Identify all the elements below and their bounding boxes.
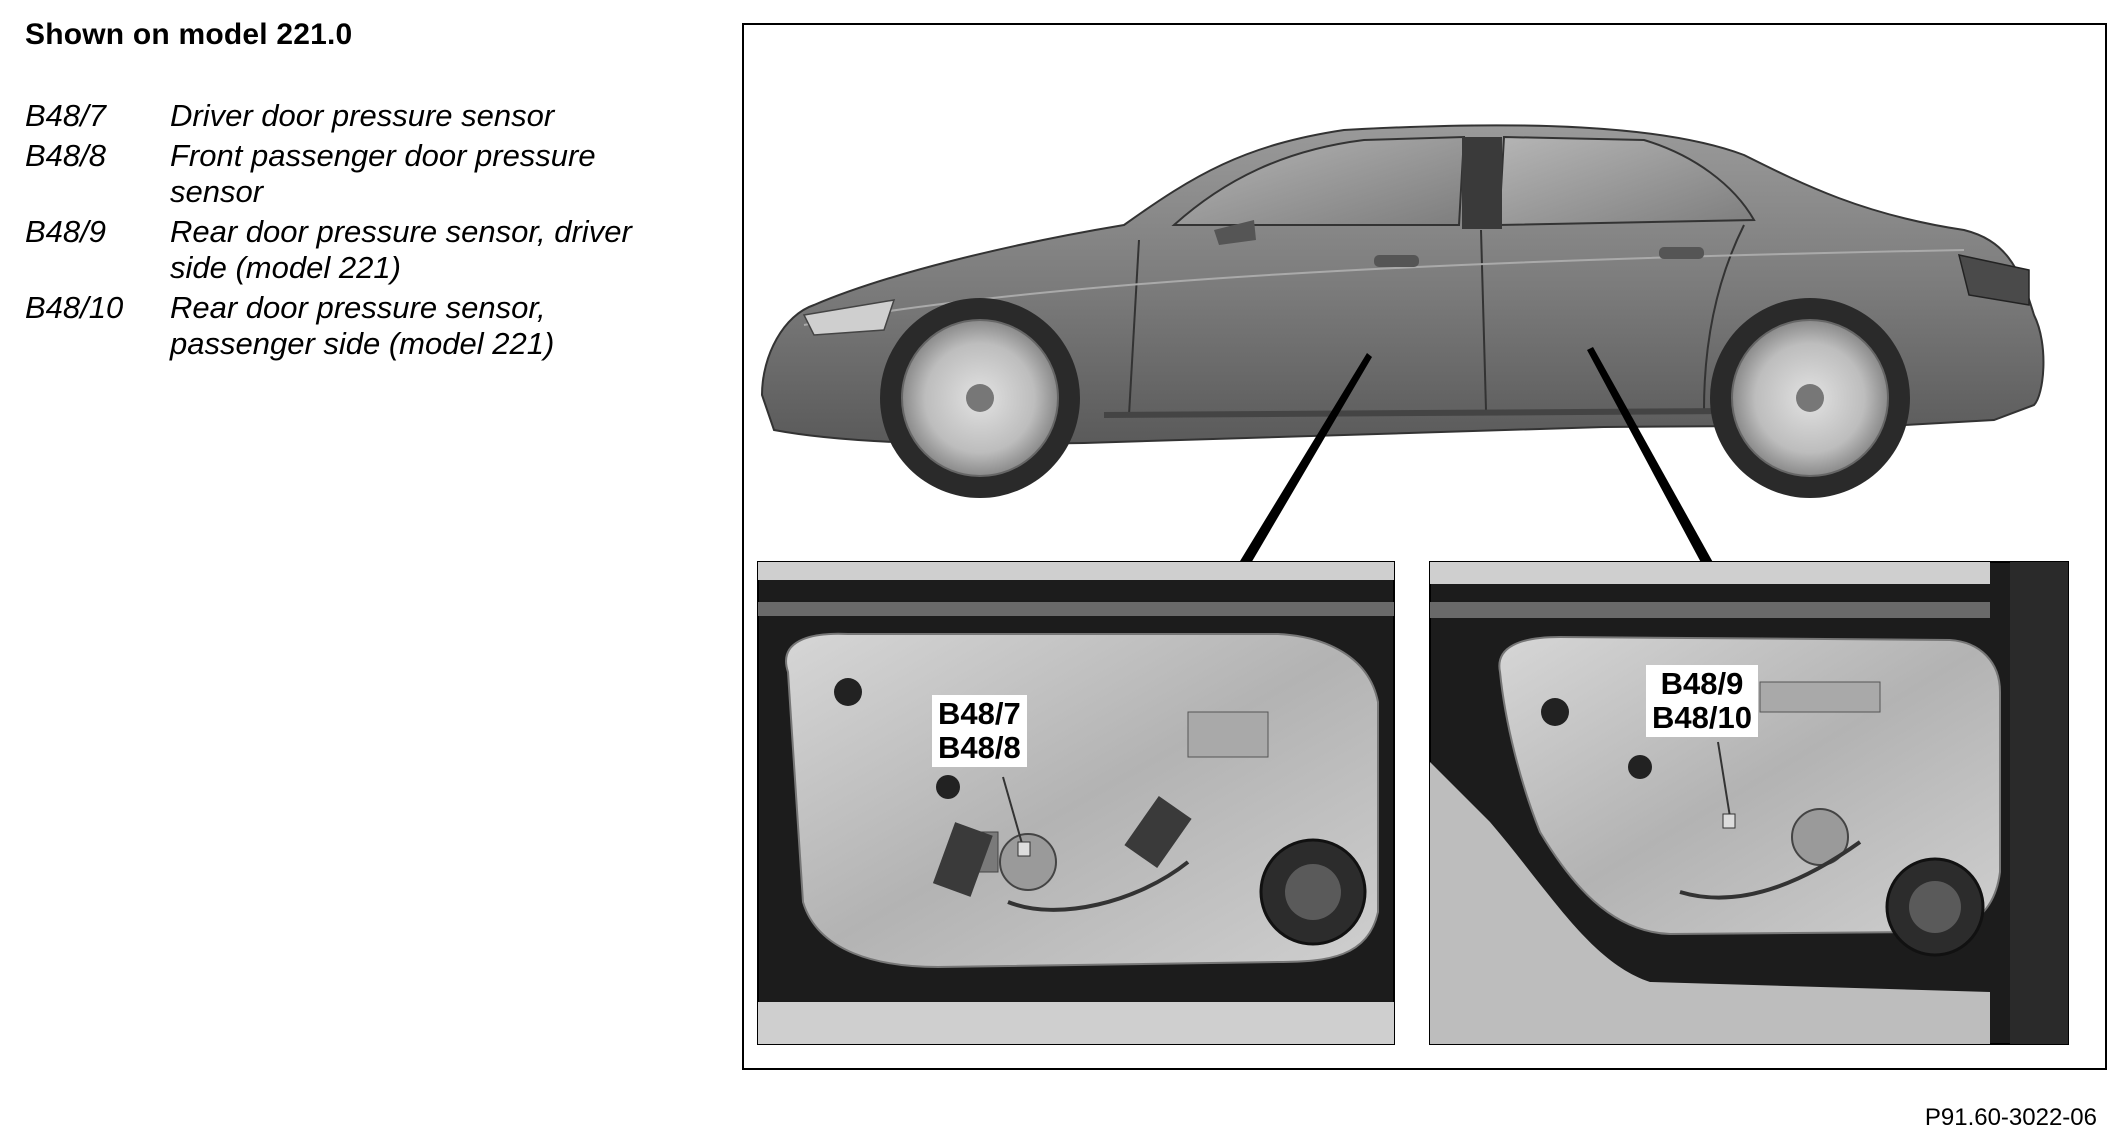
front-wheel xyxy=(880,298,1080,498)
rear-door-detail-panel xyxy=(1430,562,2068,1044)
legend-item-b48-9 xyxy=(25,214,685,286)
vehicle-illustration xyxy=(744,25,2105,1068)
front-door-sensor-callout xyxy=(932,695,1027,767)
legend-description: Rear door pressure sensor, passenger side (model 221) xyxy=(170,290,555,361)
legend-code: B48/7 xyxy=(25,98,107,133)
vehicle-figure-frame xyxy=(742,23,2107,1070)
callout-label-b48-9: B48/9 xyxy=(1660,666,1744,701)
rear-wheel xyxy=(1710,298,1910,498)
legend-description: Front passenger door pressure sensor xyxy=(170,138,596,209)
front-door-handle xyxy=(1374,255,1419,267)
legend-code: B48/8 xyxy=(25,138,107,173)
callout-label-b48-7: B48/7 xyxy=(938,696,1021,731)
rear-door-handle xyxy=(1659,247,1704,259)
legend-description: Driver door pressure sensor xyxy=(170,98,555,133)
legend-item-b48-10 xyxy=(25,290,685,362)
car-b-pillar xyxy=(1462,137,1502,229)
callout-label-b48-8: B48/8 xyxy=(938,730,1021,765)
legend-description: Rear door pressure sensor, driver side (model 221) xyxy=(170,214,632,285)
legend-item-b48-7 xyxy=(25,98,685,134)
legend-code: B48/9 xyxy=(25,214,107,249)
callout-label-b48-10: B48/10 xyxy=(1652,700,1752,735)
diagram-title: Shown on model 221.0 xyxy=(25,18,353,51)
front-door-detail-panel xyxy=(758,562,1394,1044)
legend-item-b48-8 xyxy=(25,138,685,210)
car-side-view xyxy=(762,125,2043,570)
rear-door-sensor-callout xyxy=(1646,665,1758,737)
figure-reference-number: P91.60-3022-06 xyxy=(1924,1104,2097,1131)
legend-code: B48/10 xyxy=(25,290,124,325)
component-legend xyxy=(25,98,685,366)
